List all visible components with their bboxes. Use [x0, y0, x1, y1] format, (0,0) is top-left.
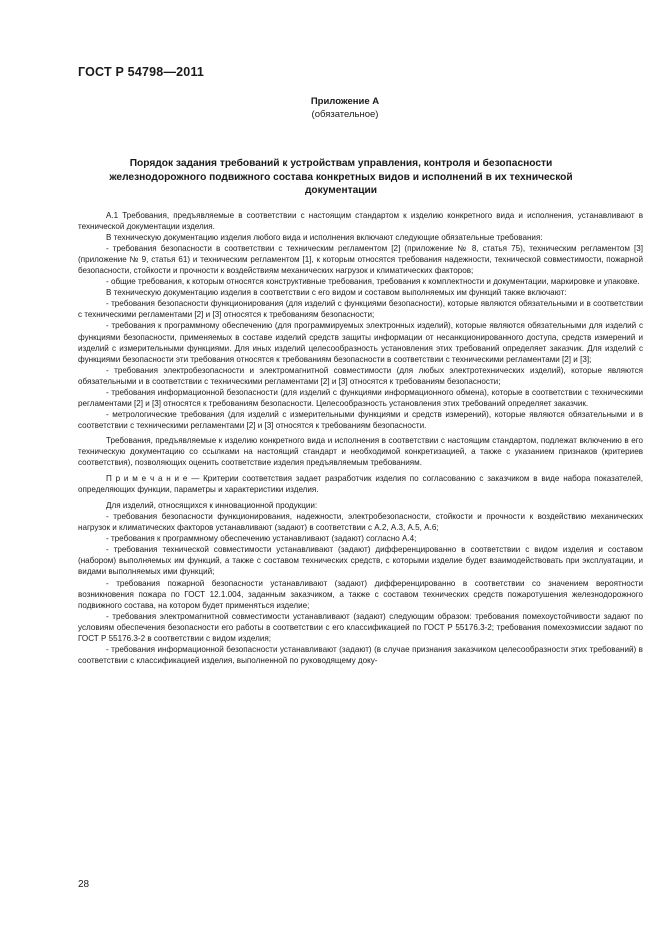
list-item: - требования информационной безопасности (для изделий с функциями информационного обмена), которые в соответствии с техническими регламентами [2] и [3] относятся к требованиям безопасности. Целесообразность установления этих требований определяет заказчик. [78, 387, 643, 408]
appendix-title: Порядок задания требований к устройствам управления, контроля и безопасности железнодорожного подвижного состава конкретных видов и исполнений в их технической документации [109, 158, 573, 196]
list-item: - требования пожарной безопасности устанавливают (задают) дифференцированно в соответствии со значением вероятности возникновения пожара по ГОСТ 12.1.004, заданным заказчиком, а также с составом технических средств пожаротушения железнодорожного подвижного состава, на котором будет применяться изделие; [78, 578, 643, 610]
list-item: - метрологические требования (для изделий с измерительными функциями и средств измерений), которые являются обязательными и в соответствии с техническими регламентами [2] и [3] относятся к требованиям безопасности. [78, 409, 643, 430]
list-item: - требования к программному обеспечению (для программируемых электронных изделий), которые являются обязательными для изделий с функциями безопасности, применяемых в составе изделий средств защиты информации от несанкционированного доступа, средств измерений и изделий с измерительными функциями. Для иных изделий целесообразность установления этих требований определяет заказчик. Для изделий с функциями безопасности эти требования относятся к требованиям безопасности в соответствии с техническими регламентами [2] и [3]; [78, 321, 643, 364]
list-item: - требования электромагнитной совместимости устанавливают (задают) следующим образом: требования помехоустойчивости задают по условиям обеспечения безопасности его работы в соответствии с его классификацией по ГОСТ Р 55176.3-2; требования помехоэмиссии задают по ГОСТ Р 55176.3-2 в соответствии с видом изделия; [78, 611, 643, 643]
list-item: - требования к программному обеспечению устанавливают (задают) согласно А.4; [106, 534, 417, 544]
paragraph: Требования, предъявляемые к изделию конкретного вида и исполнения в соответствии с настоящим стандартом, подлежат включению в его техническую документацию со ссылками на настоящий стандарт и необходимой конкретизацией, а также с указанием признаков (критериев соответствия), позволяющих оценить соответствие изделия предъявляемым требованиям. [78, 435, 643, 468]
paragraph: А.1 Требования, предъявляемые в соответствии с настоящим стандартом к изделию конкретного вида и исполнения, устанавливают в технической документации изделия. [78, 211, 643, 232]
appendix-status: (обязательное) [311, 109, 379, 120]
standard-header: ГОСТ Р 54798—2011 [78, 65, 205, 79]
list-item: - требования технической совместимости устанавливают (задают) дифференцированно в соответствии с видом изделия и составом (набором) выполняемых им функций, а также с составом технических средств, с которыми изделие будет взаимодействовать при эксплуатации, и видами выполняемых ими функций; [78, 545, 643, 577]
appendix-heading [220, 95, 470, 121]
list-item: - требования информационной безопасности устанавливают (задают) (в случае признания заказчиком целесообразности этих требований) в соответствии с классификацией изделия, выполненной по руководящему доку- [78, 644, 643, 665]
paragraph: В техническую документацию изделия любого вида и исполнения включают следующие обязательные требования: [106, 233, 543, 243]
list-item: - требования безопасности в соответствии с техническим регламентом [2] (приложение № 8, статья 75), техническим регламентом [3] (приложение № 9, статья 61) и техническим регламентом [1], к которым относятся требования надежности, технической совместимости, пожарной безопасности, стойкости и прочности к воздействиям механических нагрузок и климатических факторов; [78, 244, 643, 276]
note: П р и м е ч а н и е — Критерии соответствия задает разработчик изделия по согласованию с заказчиком в виде набора показателей, определяющих функции, параметры и характеристики изделия. [78, 474, 643, 495]
list-item: - общие требования, к которым относятся конструктивные требования, требования к комплектности и документации, маркировке и упаковке. [106, 277, 640, 287]
appendix-label: Приложение А [310, 96, 380, 107]
body-text [78, 210, 643, 666]
list-item: - требования электробезопасности и электромагнитной совместимости (для любых электротехнических изделий), которые являются обязательными и в соответствии с техническими регламентами [2] и [3] относятся к требованиям безопасности; [78, 365, 643, 386]
paragraph: Для изделий, относящихся к инновационной продукции: [106, 501, 318, 511]
paragraph: В техническую документацию изделия в соответствии с его видом и составом выполняемых им функций также включают: [106, 288, 567, 298]
list-item: - требования безопасности функционирования (для изделий с функциями безопасности), которые являются обязательными и в соответствии с техническими регламентами [2] и [3] относятся к требованиям безопасности; [78, 299, 643, 320]
page-number: 28 [78, 879, 90, 890]
list-item: - требования безопасности функционирования, надежности, электробезопасности, стойкости и прочности к воздействию механических нагрузок и климатических факторов устанавливают (задают) в соответствии с А.2, А.3, А.5, А.6; [78, 512, 643, 533]
